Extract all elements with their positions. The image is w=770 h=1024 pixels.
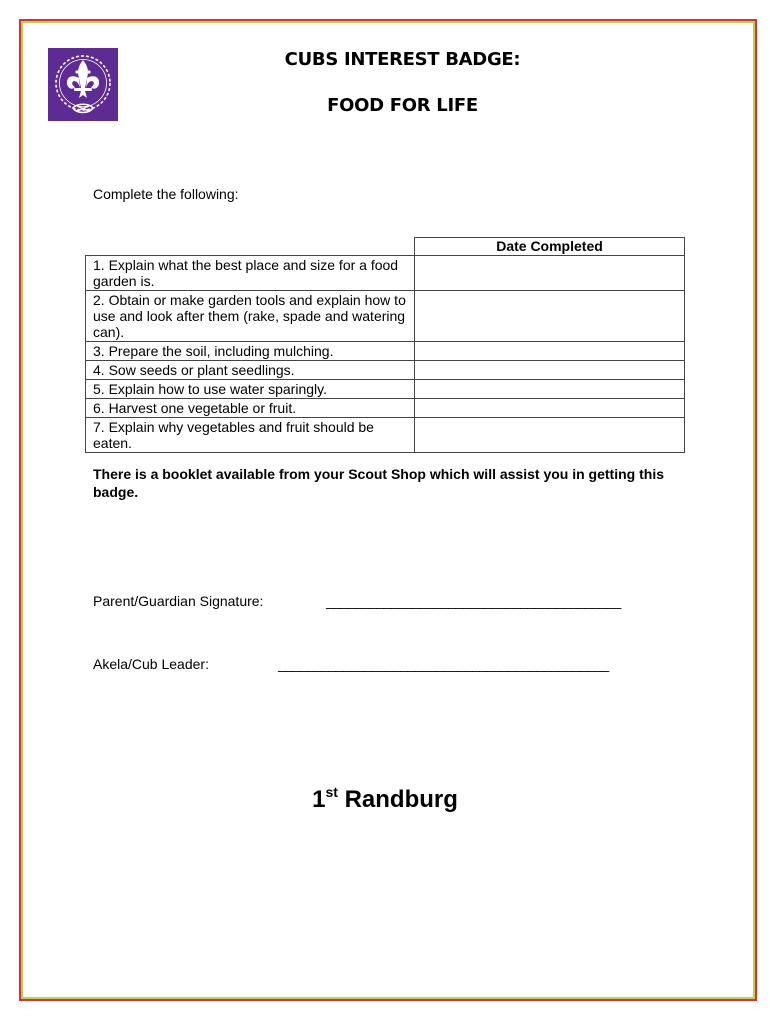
booklet-note: There is a booklet available from your Scout Shop which will assist you in getting this badge.: [93, 466, 664, 500]
badge-title: CUBS INTEREST BADGE:: [284, 49, 521, 70]
leader-signature-label: Akela/Cub Leader:: [93, 656, 209, 672]
date-completed-cell[interactable]: [415, 418, 685, 453]
parent-signature-label: Parent/Guardian Signature:: [93, 593, 264, 609]
troop-name: [240, 784, 530, 814]
table-header-spacer: [86, 238, 415, 256]
requirement-text: 3. Prepare the soil, including mulching.: [86, 342, 415, 361]
requirement-text: 7. Explain why vegetables and fruit should be eaten.: [86, 418, 415, 453]
troop-ordinal: st: [325, 784, 338, 800]
table-row: [86, 342, 685, 361]
requirement-text: 2. Obtain or make garden tools and explain how to use and look after them (rake, spade and watering can).: [86, 291, 415, 342]
table-row: [86, 361, 685, 380]
date-completed-header: Date Completed: [415, 238, 685, 256]
table-row: [86, 291, 685, 342]
table-header-row: [86, 238, 685, 256]
leader-signature-line[interactable]: ______________________________________________: [278, 656, 609, 672]
table-row: [86, 380, 685, 399]
requirement-text: 1. Explain what the best place and size for a food garden is.: [86, 256, 415, 291]
page-border-inner: [21, 21, 755, 999]
troop-number: 1: [312, 786, 326, 813]
date-completed-cell[interactable]: [415, 256, 685, 291]
scout-emblem-logo: [48, 48, 118, 121]
badge-subtitle: FOOD FOR LIFE: [327, 95, 478, 116]
table-row: [86, 256, 685, 291]
date-completed-cell[interactable]: [415, 380, 685, 399]
table-row: [86, 399, 685, 418]
date-completed-cell[interactable]: [415, 361, 685, 380]
parent-signature-line[interactable]: _________________________________________: [326, 593, 621, 609]
requirement-text: 4. Sow seeds or plant seedlings.: [86, 361, 415, 380]
fleur-de-lis-icon: [48, 48, 118, 121]
requirement-text: 6. Harvest one vegetable or fruit.: [86, 399, 415, 418]
date-completed-cell[interactable]: [415, 342, 685, 361]
troop-location: Randburg: [344, 786, 458, 813]
date-completed-cell[interactable]: [415, 291, 685, 342]
requirements-table: [85, 237, 685, 453]
table-row: [86, 418, 685, 453]
instructions-text: Complete the following:: [93, 186, 239, 202]
date-completed-cell[interactable]: [415, 399, 685, 418]
requirement-text: 5. Explain how to use water sparingly.: [86, 380, 415, 399]
